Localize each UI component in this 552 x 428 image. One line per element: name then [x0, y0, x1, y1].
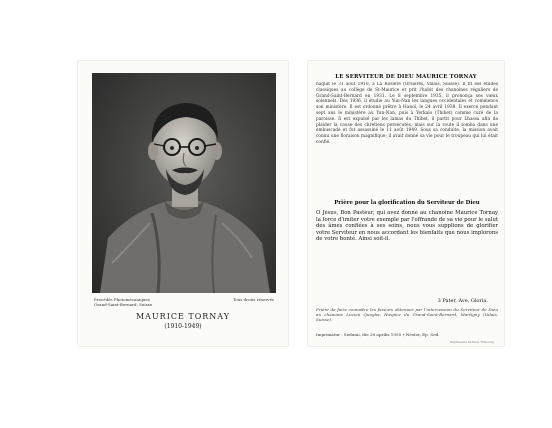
favours-note: Prière de faire connaître les faveurs obtenues par l'intercession du Serviteur de Dieu au chanoine Lucien Quaglia, Hospice du Grand-Saint-Bernard, Martigny (Valais, Suisse). [316, 307, 498, 322]
printer-mark: Imprimerie St-Paul, Fribourg [449, 340, 494, 344]
photo-credit-right: Tous droits réservés [232, 297, 274, 302]
memorial-card-photo-side [78, 61, 288, 346]
prayer-indulgence: 3 Pater, Ave, Gloria. [437, 298, 488, 304]
biography-text: naquit le 31 août 1910, à La Rosière (Orsières, Valais, Suisse). Il fit ses études classiques au collège de St-Maurice et prit l'habit des chanoines réguliers de Grand-Saint-Bernard en 1931. Le 8 septembre 1935, il prononça ses vœux solennels. Dès 1936, il étudie au Yun-Nan les langues occidentales et commence son ministère. Il est ordonné prêtre à Hanoï, le 24 avril 1938. Il exerce pendant sept ans le ministère au Yun-Nan, puis à Yerkalo (Thibet) comme curé de la paroisse. Il est expulsé par les lamas du Thibet, il partit pour Lhassa afin de plaider la cause des chrétiens persécutés, mais sur la route il tomba dans une embuscade et fut assassiné le 11 août 1949. Sous sa conduite, la mission avait connu une floraison magnifique; il avait donné sa vie pour le troupeau qui lui était confié. [316, 82, 498, 145]
card-title: LE SERVITEUR DE DIEU MAURICE TORNAY [335, 74, 477, 80]
subject-dates: (1910-1949) [164, 323, 202, 330]
memorial-card-text-side [308, 61, 504, 346]
portrait-photo [92, 73, 276, 293]
photo-credit-left: Procédés Photomécaniques Grand-Saint-Bernard, Suisse [94, 297, 153, 307]
portrait-image [92, 73, 276, 293]
subject-name: MAURICE TORNAY [135, 312, 231, 321]
prayer-text: O Jésus, Bon Pasteur, qui avez donné au chanoine Maurice Tornay la force d'imiter votre exemple par l'offrande de sa vie pour le salut des âmes confiées à ses soins, nous vous supplions de glorifier votre Serviteur en nous accordant les bienfaits que nous implorons de votre bonté. Ainsi soit-il. [316, 210, 498, 242]
imprimatur: Imprimatur : Sedunii, die 28 aprilis 1955 † Nestor, Ep. Sed. [316, 332, 440, 337]
photo-credits [94, 297, 274, 307]
prayer-heading: Prière pour la glorification du Serviteur de Dieu [334, 200, 480, 206]
